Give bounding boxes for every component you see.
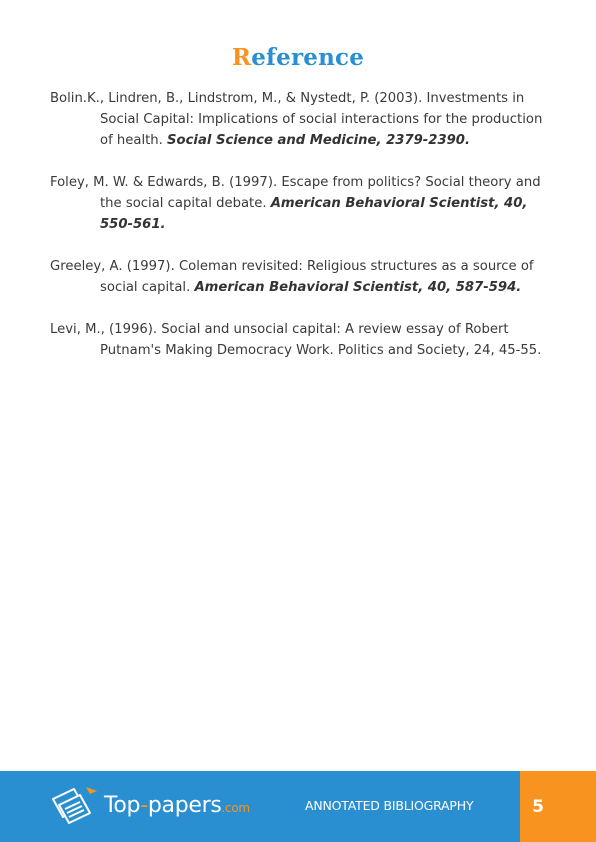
title-initial: R	[231, 44, 252, 71]
reference-item	[50, 319, 554, 361]
title-rest: eference	[251, 44, 365, 71]
reference-text: Foley, M. W. & Edwards, B. (1997). Escape from politics? Social theory and the social capital debate.	[50, 175, 541, 211]
logo-wordmark	[104, 793, 250, 818]
reference-text: Greeley, A. (1997). Coleman revisited: Religious structures as a source of social capital.	[50, 259, 534, 295]
reference-journal: American Behavioral Scientist, 40, 550-561.	[100, 196, 528, 232]
reference-journal: American Behavioral Scientist, 40, 587-594.	[194, 280, 522, 295]
page-footer	[0, 771, 596, 842]
reference-list	[50, 88, 554, 382]
page-number: 5	[532, 797, 544, 817]
reference-item	[50, 256, 554, 298]
logo-brand2: papers	[147, 793, 222, 818]
reference-item	[50, 172, 554, 235]
logo-tld: .com	[221, 801, 250, 815]
reference-text: Levi, M., (1996). Social and unsocial capital: A review essay of Robert Putnam's Making Democracy Work. Politics and Society, 24, 45-55.	[50, 322, 542, 358]
papers-stack-icon	[50, 785, 102, 827]
page-title	[0, 44, 596, 71]
reference-journal: Social Science and Medicine, 2379-2390.	[167, 133, 470, 148]
page-number-box	[520, 771, 596, 842]
reference-text: Bolin.K., Lindren, B., Lindstrom, M., & Nystedt, P. (2003). Investments in Social Capital: Implications of social interactions for the production of health.	[50, 91, 543, 148]
reference-item	[50, 88, 554, 151]
logo-brand: Top	[104, 793, 141, 818]
logo-dash: -	[140, 793, 148, 818]
footer-document-type: ANNOTATED BIBLIOGRAPHY	[305, 798, 474, 813]
